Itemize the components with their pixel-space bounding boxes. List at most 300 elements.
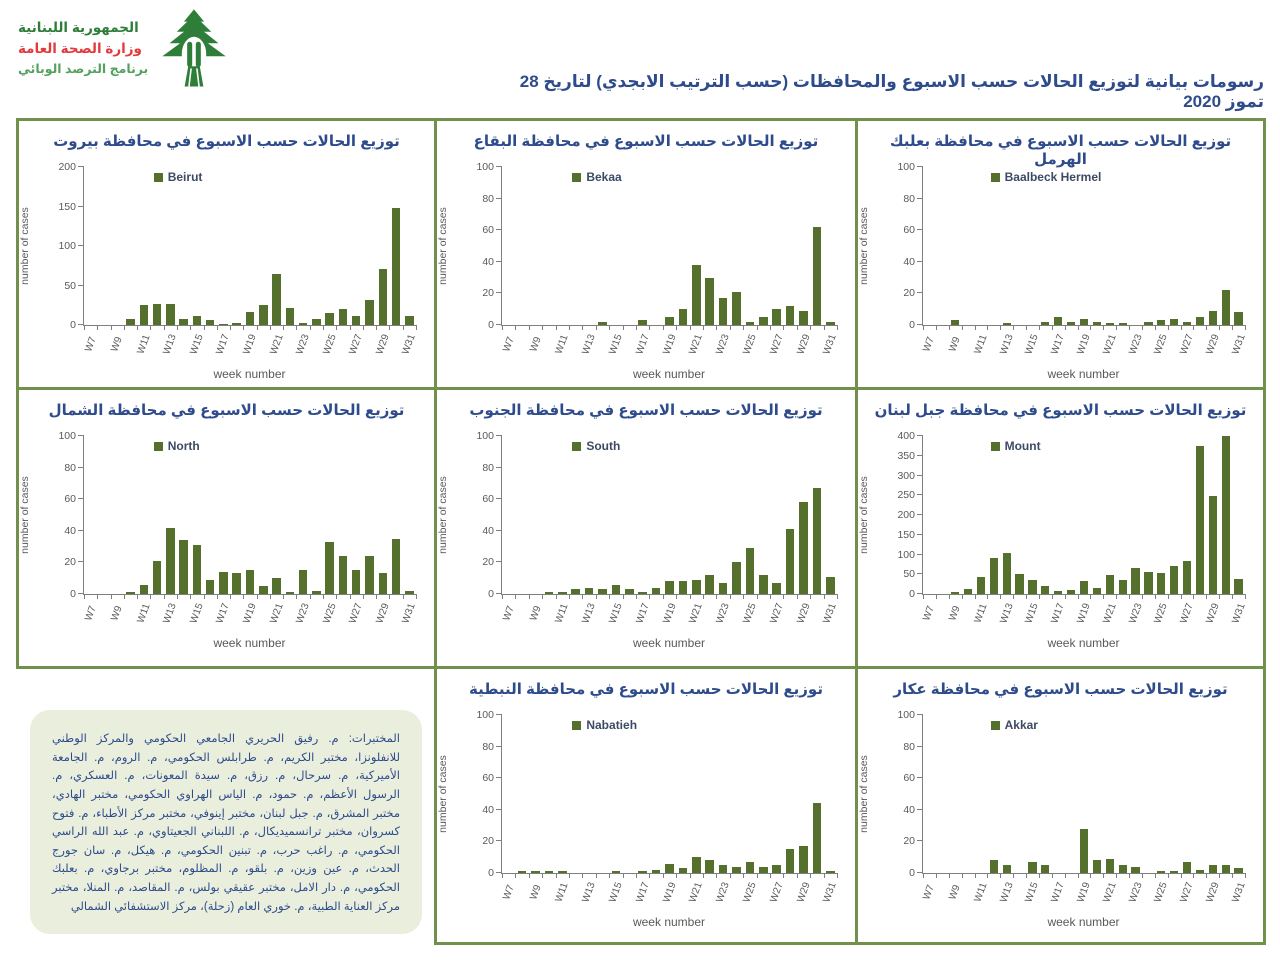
x-tick-mark — [757, 873, 758, 878]
bar-W25 — [325, 313, 333, 325]
y-axis-label: number of cases — [437, 476, 449, 554]
x-tick-mark — [389, 594, 390, 599]
chart-title-akkar: توزيع الحالات حسب الاسبوع في محافظة عكار — [893, 681, 1228, 698]
y-tick-mark — [917, 166, 923, 167]
x-tick-mark — [810, 594, 811, 599]
x-tick-mark — [204, 594, 205, 599]
x-tick-mark — [783, 325, 784, 330]
x-tick-mark — [1142, 873, 1143, 878]
x-tick-mark — [690, 873, 691, 878]
x-tick-mark — [84, 594, 85, 599]
legend — [154, 439, 200, 453]
x-tick-mark — [97, 325, 98, 330]
y-tick-label: 100 — [897, 161, 915, 173]
x-tick-label: W19 — [1075, 601, 1093, 626]
y-tick-mark — [917, 534, 923, 535]
x-tick-mark — [1026, 873, 1027, 878]
bar-W18 — [232, 573, 240, 594]
bar-W22 — [1119, 580, 1127, 594]
x-tick-label: W7 — [500, 335, 517, 354]
x-tick-label: W31 — [400, 332, 419, 357]
y-tick-label: 40 — [482, 803, 494, 816]
bar-W26 — [1170, 319, 1178, 325]
bar-W24 — [732, 867, 741, 873]
bar-W29 — [1209, 311, 1217, 325]
bar-W23 — [719, 298, 728, 325]
x-tick-mark — [1193, 325, 1194, 330]
legend-swatch — [572, 442, 581, 451]
x-tick-mark — [230, 594, 231, 599]
x-tick-mark — [923, 325, 924, 330]
x-tick-mark — [649, 325, 650, 330]
x-tick-mark — [310, 325, 311, 330]
bar-W28 — [786, 306, 795, 325]
x-tick-label: W31 — [400, 601, 419, 626]
x-tick-mark — [837, 325, 838, 330]
x-tick-mark — [582, 873, 583, 878]
x-tick-mark — [230, 325, 231, 330]
x-tick-mark — [1129, 594, 1130, 599]
x-tick-label: W11 — [553, 602, 571, 625]
bar-W27 — [772, 309, 781, 325]
bar-W8 — [518, 871, 527, 873]
cedar-tree-icon — [158, 8, 230, 90]
y-tick-mark — [496, 498, 502, 499]
y-tick-label: 100 — [58, 430, 76, 442]
y-tick-label: 300 — [897, 469, 915, 482]
y-tick-label: 0 — [488, 867, 494, 879]
x-tick-mark — [1155, 325, 1156, 330]
x-tick-label: W15 — [607, 601, 625, 626]
x-tick-mark — [556, 594, 557, 599]
bekaa-bar-chart — [437, 161, 839, 357]
bar-W26 — [1170, 871, 1178, 873]
x-tick-mark — [1052, 873, 1053, 878]
x-tick-mark — [97, 594, 98, 599]
x-tick-mark — [987, 594, 988, 599]
y-tick-label: 200 — [897, 509, 915, 521]
y-tick-label: 0 — [488, 588, 494, 600]
x-tick-label: W27 — [768, 332, 786, 357]
x-tick-mark — [1232, 873, 1233, 878]
bar-W23 — [719, 583, 728, 594]
bar-W14 — [598, 322, 607, 325]
x-tick-mark — [596, 873, 597, 878]
x-tick-mark — [323, 325, 324, 330]
x-tick-label: W17 — [1049, 332, 1067, 357]
bar-W17 — [638, 320, 647, 325]
x-tick-mark — [283, 325, 284, 330]
bar-W9 — [951, 320, 959, 325]
y-tick-label: 60 — [64, 493, 76, 506]
bar-W20 — [1093, 322, 1101, 325]
x-tick-mark — [150, 325, 151, 330]
bar-W29 — [799, 502, 808, 594]
x-tick-mark — [649, 594, 650, 599]
x-tick-mark — [730, 325, 731, 330]
bar-W16 — [1041, 865, 1049, 873]
y-tick-label: 80 — [482, 192, 494, 205]
x-tick-mark — [1116, 873, 1117, 878]
x-axis-label: week number — [632, 636, 706, 650]
x-tick-mark — [582, 594, 583, 599]
x-tick-mark — [283, 594, 284, 599]
x-tick-mark — [243, 594, 244, 599]
bar-W20 — [679, 581, 688, 594]
x-tick-mark — [1181, 325, 1182, 330]
x-tick-label: W17 — [634, 332, 652, 357]
legend-label: Bekaa — [586, 170, 622, 184]
x-tick-mark — [137, 594, 138, 599]
bar-W21 — [692, 265, 701, 325]
y-tick-mark — [78, 530, 84, 531]
bar-W21 — [272, 274, 280, 325]
y-tick-mark — [78, 166, 84, 167]
x-tick-mark — [797, 325, 798, 330]
x-tick-mark — [690, 594, 691, 599]
x-tick-label: W29 — [374, 332, 392, 357]
x-tick-label: W23 — [714, 601, 732, 626]
y-axis-label: number of cases — [19, 207, 31, 285]
x-tick-mark — [1245, 873, 1246, 878]
bar-W31 — [405, 316, 413, 325]
x-tick-mark — [730, 873, 731, 878]
x-tick-mark — [124, 325, 125, 330]
x-tick-mark — [416, 325, 417, 330]
y-tick-label: 0 — [909, 319, 915, 331]
y-tick-mark — [917, 198, 923, 199]
bar-W12 — [990, 860, 998, 873]
y-tick-label: 50 — [903, 568, 915, 581]
x-tick-mark — [1103, 325, 1104, 330]
x-tick-mark — [257, 594, 258, 599]
x-tick-mark — [663, 594, 664, 599]
bar-W25 — [1157, 573, 1165, 594]
x-tick-mark — [137, 325, 138, 330]
x-tick-mark — [1090, 873, 1091, 878]
x-tick-mark — [1039, 325, 1040, 330]
x-tick-mark — [569, 325, 570, 330]
y-tick-label: 0 — [909, 867, 915, 879]
x-tick-mark — [1219, 594, 1220, 599]
y-tick-label: 100 — [476, 161, 494, 173]
x-tick-mark — [515, 325, 516, 330]
bar-W26 — [759, 867, 768, 873]
x-tick-mark — [783, 594, 784, 599]
x-tick-mark — [217, 594, 218, 599]
bar-W23 — [1131, 568, 1139, 594]
bar-W15 — [1028, 862, 1036, 873]
x-tick-label: W21 — [1101, 332, 1119, 357]
x-tick-mark — [824, 594, 825, 599]
bar-W31 — [405, 591, 413, 594]
x-tick-mark — [703, 325, 704, 330]
x-tick-label: W21 — [687, 332, 705, 357]
x-tick-mark — [636, 594, 637, 599]
x-tick-mark — [703, 594, 704, 599]
y-axis-label: number of cases — [858, 755, 870, 833]
bar-W23 — [1131, 867, 1139, 873]
x-tick-label: W27 — [347, 332, 365, 357]
x-tick-mark — [797, 594, 798, 599]
bar-W10 — [545, 871, 554, 873]
x-tick-mark — [84, 325, 85, 330]
y-tick-label: 60 — [482, 772, 494, 785]
y-tick-mark — [917, 809, 923, 810]
x-tick-mark — [1181, 873, 1182, 878]
x-tick-label: W17 — [214, 601, 233, 626]
x-tick-label: W19 — [660, 601, 679, 626]
bar-W12 — [990, 558, 998, 594]
bar-W25 — [1157, 320, 1165, 325]
x-tick-mark — [824, 873, 825, 878]
legend-swatch — [572, 173, 581, 182]
legend — [572, 170, 621, 184]
x-tick-label: W25 — [741, 880, 759, 905]
y-tick-mark — [496, 777, 502, 778]
south-bar-chart — [437, 430, 839, 626]
x-tick-label: W9 — [947, 604, 963, 623]
x-tick-mark — [582, 325, 583, 330]
y-tick-label: 80 — [482, 461, 494, 474]
x-tick-mark — [403, 594, 404, 599]
x-tick-mark — [949, 873, 950, 878]
x-tick-mark — [1000, 325, 1001, 330]
x-tick-label: W7 — [921, 335, 938, 354]
x-tick-label: W23 — [1126, 880, 1145, 905]
chart-panel-baalbeck-hermel — [855, 118, 1266, 390]
x-tick-label: W13 — [580, 880, 598, 905]
x-tick-mark — [556, 325, 557, 330]
legend-label: Akkar — [1004, 718, 1038, 732]
x-tick-mark — [1232, 594, 1233, 599]
bar-W13 — [1003, 323, 1011, 325]
legend-label: North — [167, 439, 200, 453]
x-tick-mark — [923, 594, 924, 599]
y-tick-mark — [496, 714, 502, 715]
x-tick-mark — [987, 873, 988, 878]
x-tick-label: W29 — [1204, 332, 1222, 357]
y-axis-label: number of cases — [437, 207, 449, 285]
bar-W30 — [1222, 290, 1230, 325]
x-tick-mark — [676, 594, 677, 599]
x-tick-mark — [636, 873, 637, 878]
x-tick-mark — [1155, 594, 1156, 599]
x-axis-label: week number — [632, 915, 706, 929]
x-tick-mark — [296, 594, 297, 599]
x-tick-label: W9 — [109, 335, 125, 354]
x-tick-mark — [676, 873, 677, 878]
x-tick-label: W23 — [294, 332, 312, 357]
x-tick-mark — [962, 594, 963, 599]
bar-W10 — [126, 592, 134, 594]
y-tick-mark — [496, 530, 502, 531]
bar-W30 — [392, 539, 400, 594]
bar-W16 — [206, 580, 214, 594]
x-tick-label: W17 — [214, 332, 233, 357]
bar-W22 — [1119, 323, 1127, 325]
x-tick-mark — [1193, 594, 1194, 599]
chart-panel-north — [16, 387, 437, 669]
x-tick-mark — [716, 594, 717, 599]
y-tick-mark — [496, 292, 502, 293]
y-tick-mark — [496, 467, 502, 468]
x-tick-label: W23 — [1126, 601, 1145, 626]
bar-W16 — [1041, 322, 1049, 325]
baalbeck-hermel-bar-chart — [858, 161, 1248, 357]
x-tick-mark — [649, 873, 650, 878]
y-tick-mark — [496, 809, 502, 810]
x-tick-mark — [1078, 594, 1079, 599]
y-tick-mark — [78, 561, 84, 562]
x-tick-mark — [1193, 873, 1194, 878]
x-tick-mark — [757, 594, 758, 599]
x-tick-label: W31 — [821, 601, 839, 626]
legend — [991, 439, 1041, 453]
x-tick-label: W13 — [998, 880, 1016, 905]
x-tick-label: W9 — [947, 335, 963, 354]
y-tick-label: 50 — [64, 279, 76, 292]
legend-label: Nabatieh — [586, 718, 638, 732]
north-bar-chart — [19, 430, 419, 626]
bar-W19 — [246, 570, 254, 594]
x-tick-mark — [623, 873, 624, 878]
bar-W13 — [166, 528, 174, 594]
bar-W27 — [1183, 561, 1191, 594]
bar-W18 — [1067, 322, 1075, 325]
y-tick-mark — [917, 514, 923, 515]
y-tick-mark — [78, 467, 84, 468]
x-tick-mark — [150, 594, 151, 599]
x-tick-mark — [502, 325, 503, 330]
bar-W23 — [719, 865, 728, 873]
y-tick-label: 40 — [482, 524, 494, 537]
bar-W25 — [325, 542, 333, 594]
x-tick-mark — [1039, 873, 1040, 878]
x-tick-label: W9 — [947, 883, 963, 902]
logo-program-line: برنامج الترصد الوبائي — [18, 62, 149, 77]
x-tick-mark — [1078, 873, 1079, 878]
x-tick-mark — [190, 594, 191, 599]
bar-W16 — [206, 320, 214, 325]
bar-W21 — [692, 580, 701, 594]
x-tick-label: W25 — [1152, 601, 1170, 626]
bar-W16 — [1041, 586, 1049, 594]
x-tick-label: W25 — [1152, 332, 1170, 357]
bar-W21 — [1106, 323, 1114, 325]
bar-W26 — [339, 556, 347, 594]
bar-W22 — [705, 278, 714, 325]
x-tick-mark — [936, 873, 937, 878]
bar-W30 — [1222, 436, 1230, 594]
x-tick-label: W27 — [347, 601, 365, 626]
bar-W20 — [259, 305, 267, 325]
bar-W30 — [392, 208, 400, 325]
x-tick-mark — [824, 325, 825, 330]
x-tick-label: W17 — [1049, 601, 1067, 626]
x-tick-mark — [1103, 873, 1104, 878]
bar-W14 — [1015, 574, 1023, 594]
bar-W22 — [705, 860, 714, 873]
y-tick-mark — [496, 198, 502, 199]
x-tick-mark — [1116, 325, 1117, 330]
x-tick-label: W15 — [1023, 601, 1042, 626]
mount-lebanon-bar-chart — [858, 430, 1248, 626]
x-tick-label: W27 — [1178, 601, 1196, 626]
x-axis-label: week number — [1047, 636, 1120, 650]
x-tick-mark — [542, 325, 543, 330]
x-tick-mark — [743, 325, 744, 330]
bar-W24 — [732, 562, 741, 594]
x-tick-mark — [1181, 594, 1182, 599]
x-tick-mark — [1129, 873, 1130, 878]
x-tick-mark — [515, 873, 516, 878]
x-tick-label: W7 — [500, 883, 517, 902]
x-tick-mark — [962, 325, 963, 330]
x-tick-mark — [542, 594, 543, 599]
x-tick-mark — [164, 594, 165, 599]
akkar-bar-chart — [858, 709, 1248, 905]
bar-W25 — [746, 548, 755, 594]
x-tick-mark — [190, 325, 191, 330]
legend — [154, 170, 203, 184]
y-tick-label: 350 — [897, 449, 915, 462]
x-tick-label: W15 — [607, 880, 625, 905]
bar-W27 — [1183, 322, 1191, 325]
x-tick-mark — [936, 325, 937, 330]
x-tick-mark — [1116, 594, 1117, 599]
x-tick-label: W31 — [1229, 332, 1248, 357]
x-tick-mark — [502, 873, 503, 878]
x-tick-mark — [1142, 594, 1143, 599]
y-tick-label: 80 — [64, 461, 76, 474]
x-tick-mark — [1168, 325, 1169, 330]
x-tick-mark — [690, 325, 691, 330]
legend — [572, 718, 637, 732]
bar-W20 — [259, 586, 267, 594]
bar-W20 — [679, 868, 688, 873]
x-tick-mark — [1039, 594, 1040, 599]
y-tick-label: 20 — [482, 287, 494, 300]
x-tick-mark — [111, 325, 112, 330]
x-tick-mark — [1078, 325, 1079, 330]
x-axis-label: week number — [213, 636, 286, 650]
x-tick-mark — [663, 873, 664, 878]
y-tick-mark — [78, 285, 84, 286]
nabatieh-bar-chart — [437, 709, 839, 905]
y-tick-label: 80 — [903, 192, 915, 205]
bar-W11 — [140, 585, 148, 594]
x-tick-mark — [1206, 873, 1207, 878]
bar-W11 — [558, 592, 567, 594]
bar-W15 — [612, 871, 621, 873]
x-tick-mark — [556, 873, 557, 878]
bar-W15 — [193, 316, 201, 325]
bar-W25 — [746, 322, 755, 325]
y-tick-mark — [917, 475, 923, 476]
y-tick-mark — [78, 245, 84, 246]
x-tick-label: W25 — [741, 601, 759, 626]
x-axis-label: week number — [632, 367, 706, 381]
bar-W18 — [652, 870, 661, 873]
x-tick-label: W23 — [714, 332, 732, 357]
x-tick-mark — [949, 594, 950, 599]
y-tick-label: 100 — [476, 709, 494, 721]
bar-W9 — [951, 592, 959, 594]
x-tick-label: W11 — [553, 333, 571, 356]
page-title: رسومات بيانية لتوزيع الحالات حسب الاسبوع والمحافظات (حسب الترتيب الابجدي) لتاريخ 28 تموز 2020 — [519, 72, 1264, 111]
x-tick-mark — [1065, 873, 1066, 878]
